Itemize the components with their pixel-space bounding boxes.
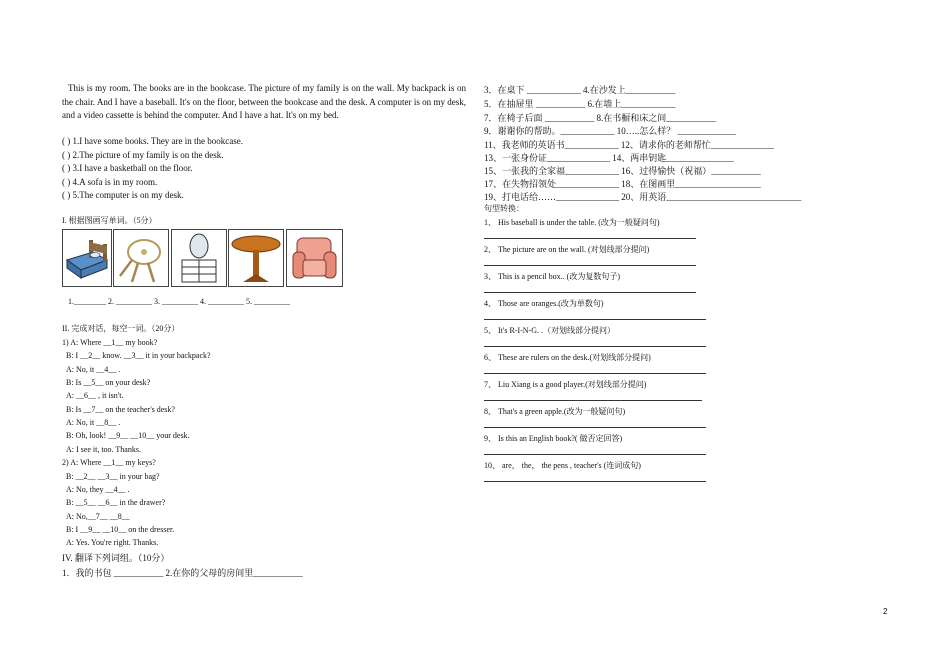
translation-row: 5．在抽屉里 ___________ 6.在墙上____________ <box>484 99 676 109</box>
reading-item-4: ( ) 4.A sofa is in my room. <box>62 177 158 187</box>
sofa-picture <box>286 229 343 287</box>
dialog-line: A: No,__7__ __8__ <box>66 512 130 521</box>
dresser-picture <box>171 229 227 287</box>
dialog-line: A: I see it, too. Thanks. <box>66 445 141 454</box>
section1-title: I. 根据图画写单词。（5分） <box>62 216 157 225</box>
dialog-line: B: I __9__ __10__ on the dresser. <box>66 525 175 534</box>
section4-title: IV. 翻译下列词组。（10分） <box>62 553 170 563</box>
reading-item-1: ( ) 1.I have some books. They are in the bookcase. <box>62 136 244 146</box>
translation-row: 7．在椅子后面 ___________ 8.在书橱和床之间___________ <box>484 113 716 123</box>
dialog-line: A: No, they __4__ . <box>66 485 130 494</box>
dialog-line: A: No, it __4__ . <box>66 365 121 374</box>
dialog-line: 1) A: Where __1__ my book? <box>62 338 158 347</box>
answer-line[interactable] <box>484 400 702 401</box>
transform-item: 4、 Those are oranges.(改为单数句) <box>484 299 604 308</box>
answer-line[interactable] <box>484 373 706 374</box>
transform-item: 3、 This is a pencil box.. (改为复数句子) <box>484 272 620 281</box>
picture-answer-blanks[interactable]: 1.________ 2. _________ 3. _________ 4. _________ 5. _________ <box>68 297 290 306</box>
table-picture <box>228 229 284 287</box>
translation-row: 15、一张我的全家福____________ 16、过得愉快（祝福）___________ <box>484 166 761 176</box>
translation-row: 13、一张身份证______________ 14、两串钥匙_______________ <box>484 153 734 163</box>
dialog-line: A: __6__ , it isn't. <box>66 391 124 400</box>
translation-row: 11、我老师的英语书____________ 12、请求你的老师帮忙______________ <box>484 140 774 150</box>
answer-line[interactable] <box>484 265 696 266</box>
transform-item: 10、 are， the， the pens , teacher's (连词成句) <box>484 461 641 470</box>
translation-row: 1．我的书包 ___________ 2.在你的父母的房间里___________ <box>62 568 303 578</box>
answer-line[interactable] <box>484 319 706 320</box>
dialog-line: B: Oh, look! __9__ __10__ your desk. <box>66 431 190 440</box>
translation-row: 9．谢谢你的帮助。____________ 10…..怎么样？ _____________ <box>484 126 737 136</box>
bed-picture <box>62 229 112 287</box>
transform-item: 5、 It's R-I-N-G. .（对划线部分提问） <box>484 326 615 335</box>
answer-line[interactable] <box>484 292 696 293</box>
passage-text: This is my room. The books are in the bookcase. The picture of my family is on the wall. My backpack is on the chair. And I have a baseball. It's on the floor, between the bookcase and the desk. A computer is on my desk, and a video cassette is behind the computer. And I have a hat. It's on my bed. <box>62 83 466 120</box>
dialog-line: B: __2__ __3__ in your bag? <box>66 472 160 481</box>
transform-item: 7、 Liu Xiang is a good player.(对划线部分提问) <box>484 380 647 389</box>
transform-title: 句型转换： <box>484 204 524 213</box>
dialog-line: B: Is __5__ on your desk? <box>66 378 151 387</box>
translation-row: 17、在失物招领处______________ 18、在图画里___________________ <box>484 179 761 189</box>
translation-row: 3．在桌下 ____________ 4.在沙发上___________ <box>484 85 676 95</box>
transform-item: 6、 These are rulers on the desk.(对划线部分提问) <box>484 353 651 362</box>
transform-item: 9、 Is this an English book?( 做否定回答) <box>484 434 623 443</box>
page-number: 2 <box>883 607 888 616</box>
answer-line[interactable] <box>484 427 706 428</box>
dialog-line: A: Yes. You're right. Thanks. <box>66 538 159 547</box>
answer-line[interactable] <box>484 481 706 482</box>
transform-item: 1、 His baseball is under the table. (改为一般疑问句) <box>484 218 660 227</box>
keys-picture <box>113 229 169 287</box>
answer-line[interactable] <box>484 454 706 455</box>
translation-row: 19、打电话给……______________ 20、用英语______________________________ <box>484 192 802 202</box>
answer-line[interactable] <box>484 346 706 347</box>
section2-title: II. 完成对话，每空一词。（20分） <box>62 324 180 333</box>
reading-passage <box>62 82 466 123</box>
reading-item-5: ( ) 5.The computer is on my desk. <box>62 190 184 200</box>
dialog-line: A: No, it __8__ . <box>66 418 121 427</box>
transform-item: 2、 The picture are on the wall. (对划线部分提问) <box>484 245 650 254</box>
transform-item: 8、 That's a green apple.(改为一般疑问句) <box>484 407 626 416</box>
reading-item-2: ( ) 2.The picture of my family is on the desk. <box>62 150 224 160</box>
dialog-line: B: __5__ __6__ in the drawer? <box>66 498 166 507</box>
reading-item-3: ( ) 3.I have a basketball on the floor. <box>62 163 193 173</box>
dialog-line: B: Is __7__ on the teacher's desk? <box>66 405 175 414</box>
dialog-line: B: I __2__ know. __3__ it in your backpack? <box>66 351 211 360</box>
dialog-line: 2) A: Where __1__ my keys? <box>62 458 156 467</box>
answer-line[interactable] <box>484 238 696 239</box>
